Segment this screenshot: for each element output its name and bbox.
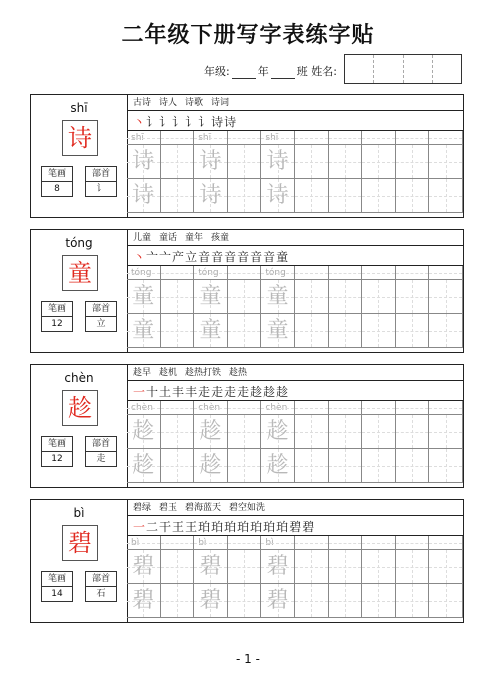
char-model: 诗 xyxy=(62,120,98,156)
word-item: 童话 xyxy=(159,233,178,243)
trace-char: 趁 xyxy=(266,419,289,444)
stroke-step: 诗 xyxy=(211,115,224,129)
stroke-step: 珀 xyxy=(276,520,289,534)
stroke-step: 亠 xyxy=(146,250,159,264)
practice-cell[interactable] xyxy=(194,584,228,618)
practice-cell[interactable] xyxy=(295,415,329,449)
stroke-step: 立 xyxy=(185,250,198,264)
practice-cell[interactable] xyxy=(127,449,161,483)
trace-char: 碧 xyxy=(199,588,222,613)
practice-grid xyxy=(127,401,463,487)
pinyin-cell[interactable] xyxy=(396,131,430,145)
stroke-step: 干 xyxy=(159,520,172,534)
practice-cell[interactable] xyxy=(261,314,295,348)
pinyin-row xyxy=(127,266,463,280)
practice-cell[interactable] xyxy=(261,145,295,179)
stroke-step: 讠 xyxy=(185,115,198,129)
pinyin-cell[interactable] xyxy=(362,536,396,550)
pinyin-cell[interactable]: chèn xyxy=(261,401,295,415)
practice-cell[interactable] xyxy=(396,449,430,483)
practice-cell[interactable] xyxy=(161,314,195,348)
name-box[interactable] xyxy=(433,55,461,83)
stroke-order xyxy=(127,516,463,536)
practice-cell[interactable] xyxy=(194,550,228,584)
word-item: 诗人 xyxy=(159,98,178,108)
pinyin-cell[interactable] xyxy=(161,131,195,145)
pinyin-cell[interactable] xyxy=(295,401,329,415)
pinyin-row xyxy=(127,536,463,550)
pinyin-cell[interactable]: shī xyxy=(261,131,295,145)
word-item: 儿童 xyxy=(133,233,152,243)
char-row xyxy=(127,280,463,314)
stroke-step: 珀 xyxy=(250,520,263,534)
char-row xyxy=(127,584,463,618)
practice-cell[interactable] xyxy=(329,179,363,213)
name-label: 姓名: xyxy=(311,65,337,78)
word-item: 孩童 xyxy=(211,233,230,243)
char-card xyxy=(30,229,464,353)
stroke-step: 王 xyxy=(185,520,198,534)
word-item: 碧绿 xyxy=(133,503,152,513)
radical-box xyxy=(85,301,117,332)
radical-box xyxy=(85,166,117,197)
name-box[interactable] xyxy=(345,55,374,83)
practice-cell[interactable] xyxy=(429,280,463,314)
practice-cell[interactable] xyxy=(228,280,262,314)
stroke-count-label: 笔画 xyxy=(42,437,72,452)
practice-grid xyxy=(127,266,463,352)
pinyin-cell[interactable]: bì xyxy=(127,536,161,550)
practice-cell[interactable] xyxy=(161,179,195,213)
page-number: - 1 - xyxy=(236,652,260,666)
practice-cell[interactable] xyxy=(228,145,262,179)
word-item: 碧海蓝天 xyxy=(185,503,222,513)
practice-cell[interactable] xyxy=(295,449,329,483)
trace-char: 童 xyxy=(199,318,222,343)
char-row xyxy=(127,415,463,449)
word-item: 童年 xyxy=(185,233,204,243)
practice-cell[interactable] xyxy=(295,179,329,213)
practice-cell[interactable] xyxy=(228,550,262,584)
char-pinyin: shī xyxy=(70,101,88,115)
stroke-step: 讠 xyxy=(172,115,185,129)
pinyin-cell[interactable] xyxy=(362,401,396,415)
practice-cell[interactable] xyxy=(295,280,329,314)
stroke-step: 讠 xyxy=(146,115,159,129)
practice-cell[interactable] xyxy=(396,280,430,314)
pinyin-cell[interactable] xyxy=(396,536,430,550)
practice-cell[interactable] xyxy=(429,584,463,618)
trace-char: 童 xyxy=(132,318,155,343)
practice-cell[interactable] xyxy=(228,314,262,348)
char-info xyxy=(31,500,128,622)
practice-cell[interactable] xyxy=(329,449,363,483)
stroke-count-box xyxy=(41,166,73,197)
practice-cell[interactable] xyxy=(362,145,396,179)
stroke-step: 音 xyxy=(263,250,276,264)
practice-cell[interactable] xyxy=(161,584,195,618)
pinyin-cell[interactable] xyxy=(396,401,430,415)
stroke-step: 音 xyxy=(211,250,224,264)
trace-char: 诗 xyxy=(266,149,289,174)
char-row xyxy=(127,179,463,213)
stroke-step: 走 xyxy=(198,385,211,399)
practice-cell[interactable] xyxy=(261,550,295,584)
pinyin-cell[interactable] xyxy=(228,266,262,280)
practice-cell[interactable] xyxy=(228,415,262,449)
stroke-step: 诗 xyxy=(224,115,237,129)
practice-cell[interactable] xyxy=(329,280,363,314)
practice-cell[interactable] xyxy=(261,415,295,449)
practice-cell[interactable] xyxy=(329,550,363,584)
trace-char: 碧 xyxy=(266,588,289,613)
word-item: 趁热打铁 xyxy=(185,368,222,378)
practice-cell[interactable] xyxy=(362,179,396,213)
word-item: 古诗 xyxy=(133,98,152,108)
practice-cell[interactable] xyxy=(127,280,161,314)
pinyin-cell[interactable] xyxy=(429,266,463,280)
stroke-step: 走 xyxy=(211,385,224,399)
practice-cell[interactable] xyxy=(228,179,262,213)
trace-char: 童 xyxy=(266,318,289,343)
stroke-step: 丶 xyxy=(133,250,146,264)
practice-cell[interactable] xyxy=(194,415,228,449)
char-model: 童 xyxy=(62,255,98,291)
trace-char: 趁 xyxy=(199,453,222,478)
stroke-step: 讠 xyxy=(159,115,172,129)
char-model: 趁 xyxy=(62,390,98,426)
practice-grid xyxy=(127,536,463,622)
char-info xyxy=(31,365,128,487)
word-item: 趁热 xyxy=(229,368,248,378)
radical-label: 部首 xyxy=(86,167,116,182)
practice-cell[interactable] xyxy=(396,415,430,449)
practice-cell[interactable] xyxy=(396,314,430,348)
practice-cell[interactable] xyxy=(194,314,228,348)
pinyin-cell[interactable]: tóng xyxy=(127,266,161,280)
practice-cell[interactable] xyxy=(228,449,262,483)
trace-char: 诗 xyxy=(132,183,155,208)
practice-cell[interactable] xyxy=(295,314,329,348)
practice-cell[interactable] xyxy=(295,145,329,179)
pinyin-cell[interactable] xyxy=(295,266,329,280)
stroke-order xyxy=(127,111,463,131)
year-label: 年 xyxy=(257,65,269,78)
practice-cell[interactable] xyxy=(228,584,262,618)
pinyin-cell[interactable]: shī xyxy=(194,131,228,145)
practice-cell[interactable] xyxy=(362,584,396,618)
practice-cell[interactable] xyxy=(329,415,363,449)
radical-value: 石 xyxy=(96,589,106,599)
char-info xyxy=(31,95,128,217)
radical-label: 部首 xyxy=(86,572,116,587)
stroke-step: 产 xyxy=(172,250,185,264)
trace-char: 诗 xyxy=(199,183,222,208)
practice-cell[interactable] xyxy=(127,584,161,618)
stroke-step: 碧 xyxy=(289,520,302,534)
trace-char: 趁 xyxy=(266,453,289,478)
word-list xyxy=(127,500,463,516)
stroke-count-box xyxy=(41,301,73,332)
stroke-order xyxy=(127,246,463,266)
practice-cell[interactable] xyxy=(127,415,161,449)
stroke-count-box xyxy=(41,436,73,467)
char-row xyxy=(127,449,463,483)
pinyin-cell[interactable] xyxy=(228,401,262,415)
word-item: 碧玉 xyxy=(159,503,178,513)
stroke-step: 珀 xyxy=(224,520,237,534)
trace-char: 诗 xyxy=(132,149,155,174)
word-item: 趁早 xyxy=(133,368,152,378)
char-pinyin: bì xyxy=(73,506,85,520)
trace-char: 碧 xyxy=(132,588,155,613)
stroke-step: 丰 xyxy=(185,385,198,399)
practice-cell[interactable] xyxy=(429,550,463,584)
pinyin-cell[interactable] xyxy=(329,266,363,280)
trace-char: 童 xyxy=(266,284,289,309)
practice-cell[interactable] xyxy=(429,179,463,213)
practice-cell[interactable] xyxy=(161,449,195,483)
practice-cell[interactable] xyxy=(161,415,195,449)
practice-cell[interactable] xyxy=(194,179,228,213)
practice-cell[interactable] xyxy=(329,314,363,348)
pinyin-cell[interactable] xyxy=(362,131,396,145)
practice-cell[interactable] xyxy=(396,550,430,584)
practice-cell[interactable] xyxy=(127,550,161,584)
practice-cell[interactable] xyxy=(127,145,161,179)
stroke-step: 丶 xyxy=(133,115,146,129)
practice-cell[interactable] xyxy=(161,145,195,179)
char-info xyxy=(31,230,128,352)
char-pinyin: tóng xyxy=(65,236,93,250)
word-item: 趁机 xyxy=(159,368,178,378)
trace-char: 碧 xyxy=(199,554,222,579)
stroke-step: 趁 xyxy=(250,385,263,399)
practice-cell[interactable] xyxy=(261,584,295,618)
stroke-step: 讠 xyxy=(198,115,211,129)
stroke-order xyxy=(127,381,463,401)
pinyin-cell[interactable]: tóng xyxy=(194,266,228,280)
practice-cell[interactable] xyxy=(161,280,195,314)
stroke-count-label: 笔画 xyxy=(42,572,72,587)
pinyin-cell[interactable] xyxy=(429,536,463,550)
stroke-step: 珀 xyxy=(263,520,276,534)
trace-char: 趁 xyxy=(132,419,155,444)
stroke-step: 亠 xyxy=(159,250,172,264)
stroke-step: 二 xyxy=(146,520,159,534)
char-row xyxy=(127,314,463,348)
pinyin-cell[interactable]: chèn xyxy=(194,401,228,415)
stroke-step: 一 xyxy=(133,520,146,534)
stroke-step: 珀 xyxy=(198,520,211,534)
practice-cell[interactable] xyxy=(362,415,396,449)
practice-area xyxy=(127,230,463,352)
practice-cell[interactable] xyxy=(396,584,430,618)
practice-cell[interactable] xyxy=(362,314,396,348)
stroke-count-label: 笔画 xyxy=(42,167,72,182)
practice-cell[interactable] xyxy=(261,179,295,213)
word-item: 碧空如洗 xyxy=(229,503,266,513)
pinyin-cell[interactable] xyxy=(329,536,363,550)
practice-cell[interactable] xyxy=(396,145,430,179)
word-list xyxy=(127,230,463,246)
stroke-count-box xyxy=(41,571,73,602)
practice-area xyxy=(127,500,463,622)
trace-char: 诗 xyxy=(199,149,222,174)
radical-box xyxy=(85,436,117,467)
pinyin-cell[interactable] xyxy=(429,401,463,415)
pinyin-cell[interactable] xyxy=(161,536,195,550)
stroke-step: 碧 xyxy=(302,520,315,534)
practice-cell[interactable] xyxy=(429,145,463,179)
stroke-step: 珀 xyxy=(237,520,250,534)
pinyin-cell[interactable]: bì xyxy=(194,536,228,550)
practice-cell[interactable] xyxy=(295,550,329,584)
practice-cell[interactable] xyxy=(261,449,295,483)
stroke-step: 音 xyxy=(237,250,250,264)
pinyin-cell[interactable] xyxy=(329,401,363,415)
pinyin-cell[interactable]: tóng xyxy=(261,266,295,280)
pinyin-cell[interactable]: shī xyxy=(127,131,161,145)
stroke-step: 十 xyxy=(146,385,159,399)
pinyin-cell[interactable] xyxy=(295,536,329,550)
pinyin-cell[interactable] xyxy=(161,266,195,280)
stroke-step: 珀 xyxy=(211,520,224,534)
pinyin-cell[interactable] xyxy=(396,266,430,280)
radical-value: 讠 xyxy=(96,184,106,194)
stroke-count-label: 笔画 xyxy=(42,302,72,317)
radical-value: 立 xyxy=(96,319,106,329)
stroke-step: 音 xyxy=(250,250,263,264)
name-boxes[interactable] xyxy=(344,54,462,84)
class-blank[interactable] xyxy=(271,66,295,79)
stroke-count: 12 xyxy=(51,319,63,329)
pinyin-cell[interactable] xyxy=(228,536,262,550)
practice-cell[interactable] xyxy=(194,280,228,314)
radical-label: 部首 xyxy=(86,437,116,452)
pinyin-cell[interactable] xyxy=(161,401,195,415)
stroke-count: 12 xyxy=(51,454,63,464)
practice-cell[interactable] xyxy=(127,179,161,213)
trace-char: 诗 xyxy=(266,183,289,208)
practice-cell[interactable] xyxy=(429,314,463,348)
pinyin-cell[interactable]: bì xyxy=(261,536,295,550)
stroke-step: 趁 xyxy=(276,385,289,399)
trace-char: 童 xyxy=(199,284,222,309)
practice-cell[interactable] xyxy=(194,145,228,179)
trace-char: 童 xyxy=(132,284,155,309)
radical-box xyxy=(85,571,117,602)
practice-area xyxy=(127,95,463,217)
stroke-step: 音 xyxy=(224,250,237,264)
pinyin-cell[interactable] xyxy=(295,131,329,145)
stroke-step: 走 xyxy=(237,385,250,399)
practice-cell[interactable] xyxy=(396,179,430,213)
pinyin-row xyxy=(127,401,463,415)
char-row xyxy=(127,550,463,584)
practice-cell[interactable] xyxy=(362,550,396,584)
trace-char: 趁 xyxy=(199,419,222,444)
stroke-step: 音 xyxy=(198,250,211,264)
practice-cell[interactable] xyxy=(329,145,363,179)
char-model: 碧 xyxy=(62,525,98,561)
stroke-step: 走 xyxy=(224,385,237,399)
pinyin-cell[interactable] xyxy=(362,266,396,280)
practice-cell[interactable] xyxy=(429,415,463,449)
word-list xyxy=(127,365,463,381)
char-card xyxy=(30,499,464,623)
practice-cell[interactable] xyxy=(429,449,463,483)
name-box[interactable] xyxy=(404,55,433,83)
pinyin-cell[interactable] xyxy=(429,131,463,145)
practice-area xyxy=(127,365,463,487)
practice-cell[interactable] xyxy=(362,449,396,483)
char-row xyxy=(127,145,463,179)
stroke-step: 土 xyxy=(159,385,172,399)
trace-char: 趁 xyxy=(132,453,155,478)
practice-cell[interactable] xyxy=(161,550,195,584)
pinyin-cell[interactable] xyxy=(228,131,262,145)
page-title: 二年级下册写字表练字贴 xyxy=(121,23,375,48)
stroke-step: 一 xyxy=(133,385,146,399)
practice-grid xyxy=(127,131,463,217)
pinyin-cell[interactable] xyxy=(329,131,363,145)
char-pinyin: chèn xyxy=(64,371,94,385)
class-label: 班 xyxy=(296,65,308,78)
practice-cell[interactable] xyxy=(329,584,363,618)
stroke-step: 丰 xyxy=(172,385,185,399)
practice-cell[interactable] xyxy=(194,449,228,483)
stroke-step: 趁 xyxy=(263,385,276,399)
radical-value: 走 xyxy=(96,454,106,464)
pinyin-row xyxy=(127,131,463,145)
grade-blank[interactable] xyxy=(232,66,256,79)
char-card xyxy=(30,364,464,488)
grade-label: 年级: xyxy=(204,65,230,78)
stroke-step: 童 xyxy=(276,250,289,264)
name-box[interactable] xyxy=(374,55,403,83)
pinyin-cell[interactable]: chèn xyxy=(127,401,161,415)
stroke-count: 8 xyxy=(54,184,60,194)
radical-label: 部首 xyxy=(86,302,116,317)
word-list xyxy=(127,95,463,111)
practice-cell[interactable] xyxy=(362,280,396,314)
word-item: 诗歌 xyxy=(185,98,204,108)
practice-cell[interactable] xyxy=(127,314,161,348)
student-info xyxy=(204,62,337,82)
stroke-count: 14 xyxy=(51,589,63,599)
trace-char: 碧 xyxy=(132,554,155,579)
word-item: 诗词 xyxy=(211,98,230,108)
trace-char: 碧 xyxy=(266,554,289,579)
char-card xyxy=(30,94,464,218)
practice-cell[interactable] xyxy=(295,584,329,618)
practice-cell[interactable] xyxy=(261,280,295,314)
stroke-step: 王 xyxy=(172,520,185,534)
